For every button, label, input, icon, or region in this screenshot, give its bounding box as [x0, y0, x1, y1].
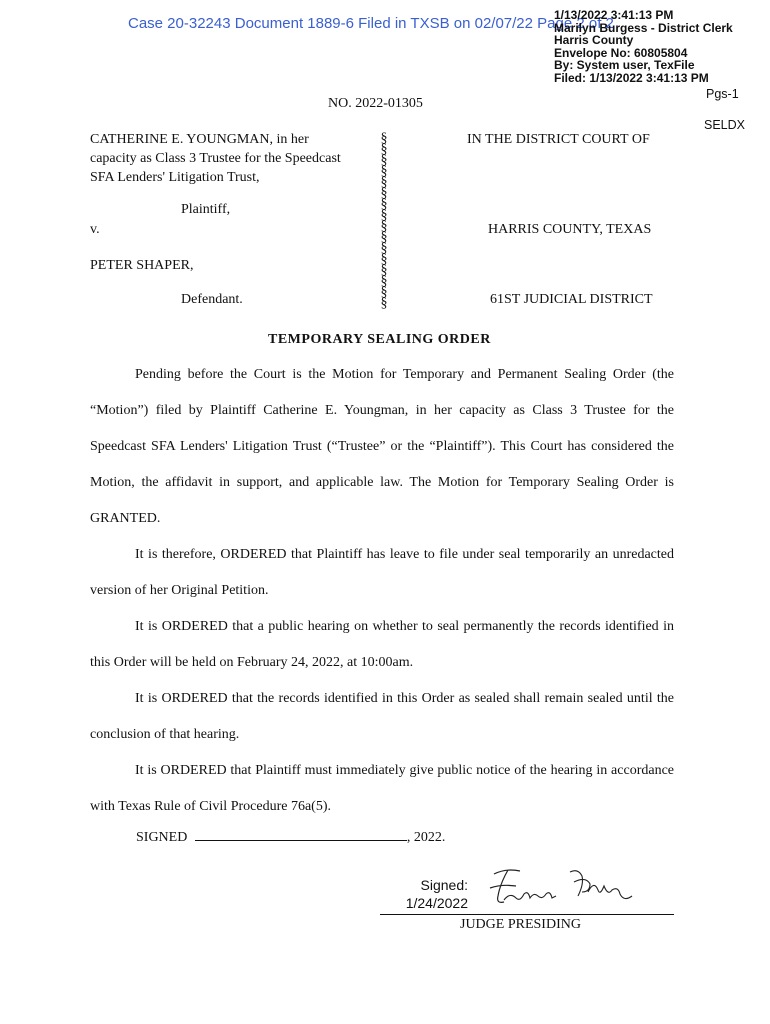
order-body	[90, 357, 674, 825]
signed-line	[136, 828, 445, 846]
section-mark: §	[380, 164, 388, 179]
versus: v.	[90, 222, 100, 237]
stamp-line: Marilyn Burgess - District Clerk	[554, 20, 733, 35]
paragraph: It is therefore, ORDERED that Plaintiff has leave to file under seal temporarily an unredacted version of her Original Petition.	[90, 547, 674, 598]
stamp-line: Envelope No: 60805804	[554, 45, 688, 60]
section-mark: §	[380, 153, 388, 168]
section-mark: §	[380, 230, 388, 245]
plaintiff-caption	[90, 130, 341, 187]
section-mark: §	[380, 219, 388, 234]
stamp-line: By: System user, TexFile	[554, 58, 695, 72]
section-mark: §	[380, 296, 388, 311]
section-mark: §	[380, 131, 388, 146]
case-number: NO. 2022-01305	[328, 96, 423, 111]
judge-label: JUDGE PRESIDING	[460, 917, 581, 932]
section-mark: §	[380, 263, 388, 278]
paragraph: Pending before the Court is the Motion for Temporary and Permanent Sealing Order (the “Motion”) filed by Plaintiff Catherine E. Youngman, in her capacity as Class 3 Trustee for the Speedcast SFA Lenders' Litigation Trust (“Trustee” or the “Plaintiff”). This Court has considered the Motion, the affidavit in support, and applicable law. The Motion for Temporary Sealing Order is GRANTED.	[90, 367, 674, 526]
section-mark: §	[380, 197, 388, 212]
section-mark: §	[380, 208, 388, 223]
signed-date: 1/24/2022	[405, 895, 468, 911]
page-count: Pgs-1	[706, 87, 739, 101]
court-name: IN THE DISTRICT COURT OF	[467, 132, 650, 147]
signature-blank	[195, 828, 407, 841]
judge-signature-line	[380, 914, 674, 915]
section-mark: §	[380, 142, 388, 157]
defendant-role: Defendant.	[181, 292, 243, 307]
paragraph: It is ORDERED that a public hearing on whether to seal permanently the records identified in this Order will be held on February 24, 2022, at 10:00am.	[90, 619, 674, 670]
judge-signature	[486, 862, 636, 912]
plaintiff-line: SFA Lenders' Litigation Trust,	[90, 170, 260, 185]
section-marks	[377, 133, 391, 309]
plaintiff-line: CATHERINE E. YOUNGMAN, in her	[90, 132, 309, 147]
stamp-line: Filed: 1/13/2022 3:41:13 PM	[554, 70, 709, 85]
filing-header: Case 20-32243 Document 1889-6 Filed in TXSB on 02/07/22 Page 2 of 2	[128, 15, 614, 32]
plaintiff-role: Plaintiff,	[181, 202, 231, 217]
filing-code: SELDX	[704, 118, 745, 132]
stamp-line: 1/13/2022 3:41:13 PM	[554, 8, 674, 22]
signed-label: Signed:	[420, 877, 468, 893]
signed-prefix: SIGNED	[136, 830, 188, 845]
section-mark: §	[380, 186, 388, 201]
signed-stamp	[380, 876, 468, 912]
paragraph: It is ORDERED that Plaintiff must immediately give public notice of the hearing in accordance with Texas Rule of Civil Procedure 76a(5).	[90, 763, 674, 814]
defendant-name: PETER SHAPER,	[90, 258, 194, 273]
section-mark: §	[380, 252, 388, 267]
court-county: HARRIS COUNTY, TEXAS	[488, 222, 652, 237]
signed-suffix: , 2022.	[406, 830, 446, 845]
clerk-stamp	[554, 9, 733, 84]
stamp-line: Harris County	[554, 33, 634, 47]
section-mark: §	[380, 285, 388, 300]
section-mark: §	[380, 274, 388, 289]
court-district: 61ST JUDICIAL DISTRICT	[490, 292, 653, 307]
plaintiff-line: capacity as Class 3 Trustee for the Speedcast	[90, 151, 341, 166]
section-mark: §	[380, 175, 388, 190]
paragraph: It is ORDERED that the records identified in this Order as sealed shall remain sealed until the conclusion of that hearing.	[90, 691, 674, 742]
section-mark: §	[380, 241, 388, 256]
order-title: TEMPORARY SEALING ORDER	[268, 332, 491, 347]
